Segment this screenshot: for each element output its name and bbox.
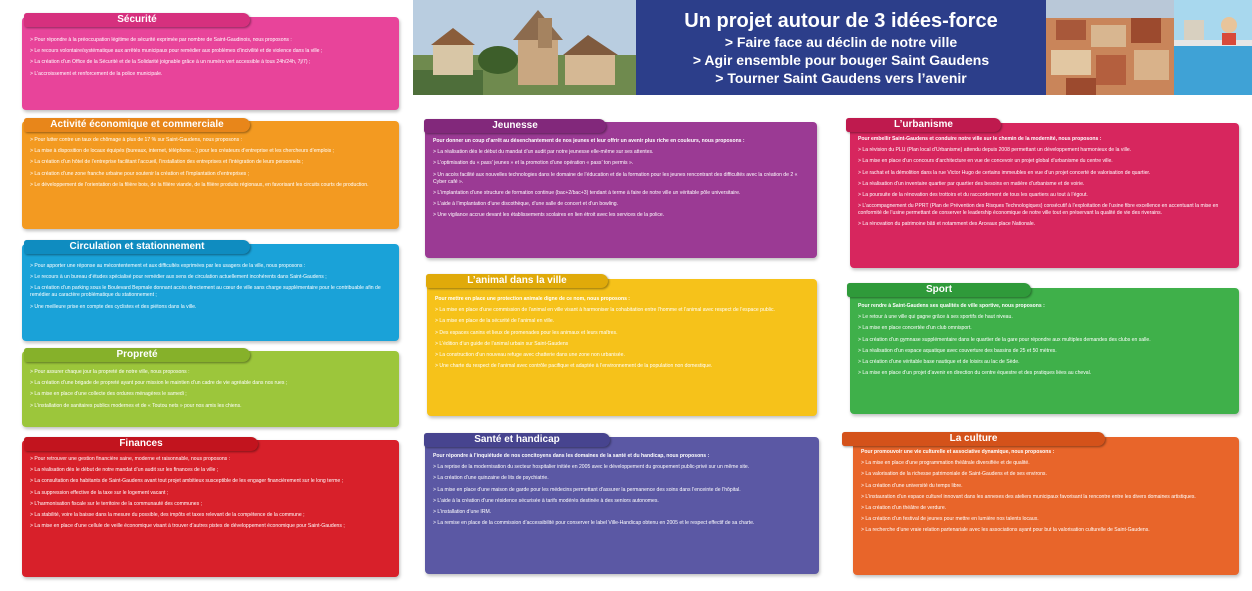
list-item: > La réalisation dès le début de notre mandat d’un audit sur les finances de la ville ; [30,467,219,474]
list-item: > La valorisation de la richesse patrimoniale de Saint-Gaudens et de ses environs. [861,471,1047,478]
culture-list [861,449,1231,539]
list-item: > La construction d’un nouveau refuge avec chatterie dans une zone non urbanisée. [435,351,625,358]
list-item: > L’installation d’une IRM. [433,508,492,515]
section-finances [22,440,399,577]
section-title-urbanisme: L’urbanisme [846,118,1001,132]
list-item: > Une meilleure prise en compte des cyclistes et des piétons dans la ville. [30,303,197,310]
list-item: > La création d’un hôtel de l’entreprise facilitant l’accueil, l’installation des entreprises et l’intégration de leurs personnels ; [30,159,304,166]
list-item: > La réalisation d’un inventaire quartier par quartier des besoins en matière d’urbanisme et de voirie. [858,180,1085,187]
list-item: > La mise en place concertée d’un club omnisport. [858,325,972,332]
list-item: > L’installation de sanitaires publics modernes et de « Toutou nets » pour nos amis les chiens. [30,402,242,409]
list-item: Pour promouvoir une vie culturelle et associative dynamique, nous proposons : [861,449,1055,455]
list-item: > La création d’un parking sous le Boulevard Bepmale donnant accès directement au cœur de ville sans charge supplémentaire pour le contribuable afin de remédier au caractère problématique du stationnement ; [30,285,381,299]
list-item: > La remise en place de la commission d’accessibilité pour conserver le label Ville-Handicap obtenu en 2005 et le respect effectif de sa charte. [433,520,755,527]
list-item: > La rénovation du patrimoine bâti et notamment des Arceaux place Nationale. [858,221,1036,228]
list-item: Pour embellir Saint-Gaudens et conduire notre ville sur le chemin de la modernité, nous proposons : [858,136,1102,142]
list-item: > Un accès facilité aux nouvelles technologies dans le domaine de l’éducation et de la formation pour les jeunes rencontrant des difficultés avec la création de 2 « Cyber café ». [433,171,798,185]
list-item: > La création d’une véritable base nautique et de loisirs au lac de Sède. [858,358,1020,365]
list-item: > La création d’un gymnase supplémentaire dans le quartier de la gare pour répondre aux multiples demandes des clubs en salle. [858,336,1151,343]
list-item: > La mise en place d’un projet d’avenir en direction du centre équestre et des pratiques liées au cheval. [858,370,1092,377]
list-item: > La mise en place d’une maison de garde pour les médecins permettant d’assurer la permanence des soins dans l’enceinte de l’hôpital. [433,486,741,493]
section-culture [853,437,1239,575]
list-item: > Pour retrouver une gestion financière saine, moderne et raisonnable, nous proposons : [30,456,231,462]
list-item: > L’aide à la création d’une résidence sécurisée à tarifs modérés destinée à des seniors autonomes. [433,497,659,504]
list-item: > Le retour à une ville qui gagne grâce à ses sportifs de haut niveau. [858,314,1013,321]
section-title-proprete: Propreté [24,348,250,362]
section-sante [425,437,819,574]
header-line-3: > Tourner Saint Gaudens vers l’avenir [715,70,967,86]
list-item: > La mise en place de la sécurité de l’animal en ville. [435,318,555,325]
securite-list [30,37,391,82]
list-item: > L’accompagnement du PPRT (Plan de Prévention des Risques Technologiques) consécutif à l’exploitation de l’usine fibre excellence en accentuant la mise en conformité de l’usine permettant de conserver le leadership économique de notre ville tout en préservant la qualité de vie des riverains. [858,203,1219,217]
header-line-1: > Faire face au déclin de notre ville [724,34,958,50]
section-title-sport: Sport [847,283,1031,297]
list-item: > Le recours à un bureau d’études spécialisé pour remédier aux sens de circulation actuellement incohérents dans Saint-Gaudens ; [30,274,327,281]
list-item: > La suppression effective de la taxe sur le logement vacant ; [30,489,169,496]
list-item: > La mise en place d’une cellule de veille économique visant à trouver d’autres pistes de développement économique pour Saint-Gaudens ; [30,523,345,530]
section-title-securite: Sécurité [24,13,250,27]
list-item: > La création d’un festival de jeunes pour mettre en lumière nos talents locaux. [861,516,1039,523]
list-item: > Une charte du respect de l’animal avec contrôle pacifique et adaptée à l’environnement de la population non domestique. [435,363,713,370]
section-activite [22,121,399,229]
list-item: > La révision du PLU (Plan local d’Urbanisme) attendu depuis 2008 permettant un développement harmonieux de la ville. [858,147,1132,154]
list-item: > La recherche d’une vraie relation partenariale avec les associations ayant pour but la valorisation culturelle de Saint-Gaudens. [861,527,1150,534]
proprete-list [30,369,391,414]
section-title-culture: La culture [842,432,1105,446]
list-item: > Pour lutter contre un taux de chômage à plus de 17 % sur Saint-Gaudens, nous proposons : [30,137,242,143]
photo-village [413,0,636,95]
list-item: > La création d’une brigade de propreté ayant pour mission le maintien d’un cadre de vie agréable dans nos rues ; [30,380,288,387]
section-jeunesse [425,122,817,258]
list-item: Pour mettre en place une protection animale digne de ce nom, nous proposons : [435,296,631,302]
sante-list [433,453,811,531]
section-proprete [22,351,399,427]
list-item: > Pour assurer chaque jour la propreté de notre ville, nous proposons : [30,369,190,375]
list-item: > Le développement de l’orientation de la filière bois, de la filière viande, de la filière produits régionaux, en favorisant les circuits courts de production. [30,181,369,188]
list-item: > Une vigilance accrue devant les établissements scolaires en lien étroit avec les services de la police. [433,212,665,219]
section-urbanisme [850,123,1239,268]
list-item: > La création d’une université du temps libre. [861,482,963,489]
list-item: > Le recours volontaire/systématique aux arrêtés municipaux pour remédier aux problèmes d’incivilité et de violence dans la ville ; [30,48,323,55]
list-item: > La création d’un théâtre de verdure. [861,504,947,511]
urbanisme-list [858,136,1231,233]
list-item: > Pour répondre à la préoccupation légitime de sécurité exprimée par nombre de Saint-Gaudinois, nous proposons : [30,37,292,43]
list-item: > La stabilité, voire la baisse dans la mesure du possible, des impôts et taxes relevant de la compétence de la commune ; [30,511,305,518]
circulation-list [30,263,391,315]
photo-pool [1174,0,1252,95]
section-title-jeunesse: Jeunesse [424,119,606,133]
list-item: Pour donner un coup d’arrêt au désenchantement de nos jeunes et leur offrir un avenir plus riche en couleurs, nous proposons : [433,138,745,144]
section-title-activite: Activité économique et commerciale [24,118,250,132]
list-item: > La mise en place d’une programmation théâtrale diversifiée et de qualité. [861,460,1030,467]
list-item: > L’harmonisation fiscale sur le territoire de la communauté des communes ; [30,500,202,507]
section-title-sante: Santé et handicap [424,433,610,447]
section-title-animal: L’animal dans la ville [426,274,608,288]
list-item: > La mise à disposition de locaux équipés (bureaux, internet, téléphone…) pour les créateurs d’entreprise et les chercheurs d’emplois ; [30,148,334,155]
list-item: > L’aide à l’implantation d’une discothèque, d’une salle de concert et d’un bowling. [433,200,619,207]
list-item: Pour répondre à l’inquiétude de nos concitoyens dans les domaines de la santé et du handicap, nous proposons : [433,453,710,459]
jeunesse-list [433,138,809,223]
list-item: > La consultation des habitants de Saint-Gaudens avant tout projet ambitieux susceptible de les engager financièrement sur le long terme ; [30,478,344,485]
animal-list [435,296,809,374]
photo-town-roofs [1046,0,1174,95]
section-sport [850,288,1239,414]
header-line-2: > Agir ensemble pour bouger Saint Gaudens [692,52,990,68]
header-banner [636,0,1046,95]
section-circulation [22,244,399,341]
list-item: > L’édition d’un guide de l’animal urbain sur Saint-Gaudens [435,340,569,347]
list-item: > La reprise de la modernisation du secteur hospitalier initiée en 2005 avec le développement du groupement public-privé sur un même site. [433,464,750,471]
finances-list [30,456,391,534]
list-item: > La mise en place d’un concours d’architecture en vue de concevoir un projet global d’urbanisme du centre ville. [858,158,1113,165]
list-item: > La poursuite de la rénovation des trottoirs et du raccordement de tous les quartiers au tout à l’égout. [858,191,1088,198]
list-item: > L’instauration d’un espace culturel innovant dans les annexes des ateliers municipaux favorisant la rencontre entre les divers domaines artistiques. [861,493,1196,500]
list-item: > La réalisation d’un espace aquatique avec couverture des bassins de 25 et 50 mètres. [858,347,1057,354]
list-item: > L’implantation d’une structure de formation continue (bac+2/bac+3) tendant à terme à faire de notre ville un véritable pôle universitaire. [433,189,741,196]
list-item: > La création d’une quinzaine de lits de psychiatrie. [433,475,549,482]
section-title-circulation: Circulation et stationnement [24,240,250,254]
list-item: > La mise en place d’une commission de l’animal en ville visant à harmoniser la cohabitation entre l’homme et l’animal avec respect de l’espace public. [435,307,775,314]
sport-list [858,303,1231,381]
list-item: > Des espaces canins et lieux de promenades pour les animaux et leurs maîtres. [435,329,618,336]
list-item: > La réalisation dès le début du mandat d’un audit par notre jeunesse elle-même sur ses attentes. [433,149,654,156]
list-item: > La mise en place d’une collecte des ordures ménagères le samedi ; [30,391,187,398]
list-item: > L’accroissement et renforcement de la police municipale. [30,70,163,77]
activite-list [30,137,391,193]
section-securite [22,17,399,110]
section-animal [427,279,817,416]
section-title-finances: Finances [24,437,258,451]
list-item: > Le rachat et la démolition dans la rue Victor Hugo de certains immeubles en vue d’un projet concerté de valorisation de quartier. [858,169,1151,176]
list-item: > L’optimisation du « pass’ jeunes » et la promotion d’une opération « pass’ ton permis ». [433,160,634,167]
list-item: > La création d’une zone franche urbaine pour soutenir la création et l’implantation d’entreprises ; [30,170,250,177]
list-item: Pour rendre à Saint-Gaudens ses qualités de ville sportive, nous proposons : [858,303,1045,309]
list-item: > Pour apporter une réponse au mécontentement et aux difficultés exprimées par les usagers de la ville, nous proposons : [30,263,306,269]
header-title: Un projet autour de 3 idées-force [684,10,998,32]
list-item: > La création d’un Office de la Sécurité et de la Solidarité joignable grâce à un numéro vert accessible à tous 24h/24h, 7j/7) ; [30,59,311,66]
